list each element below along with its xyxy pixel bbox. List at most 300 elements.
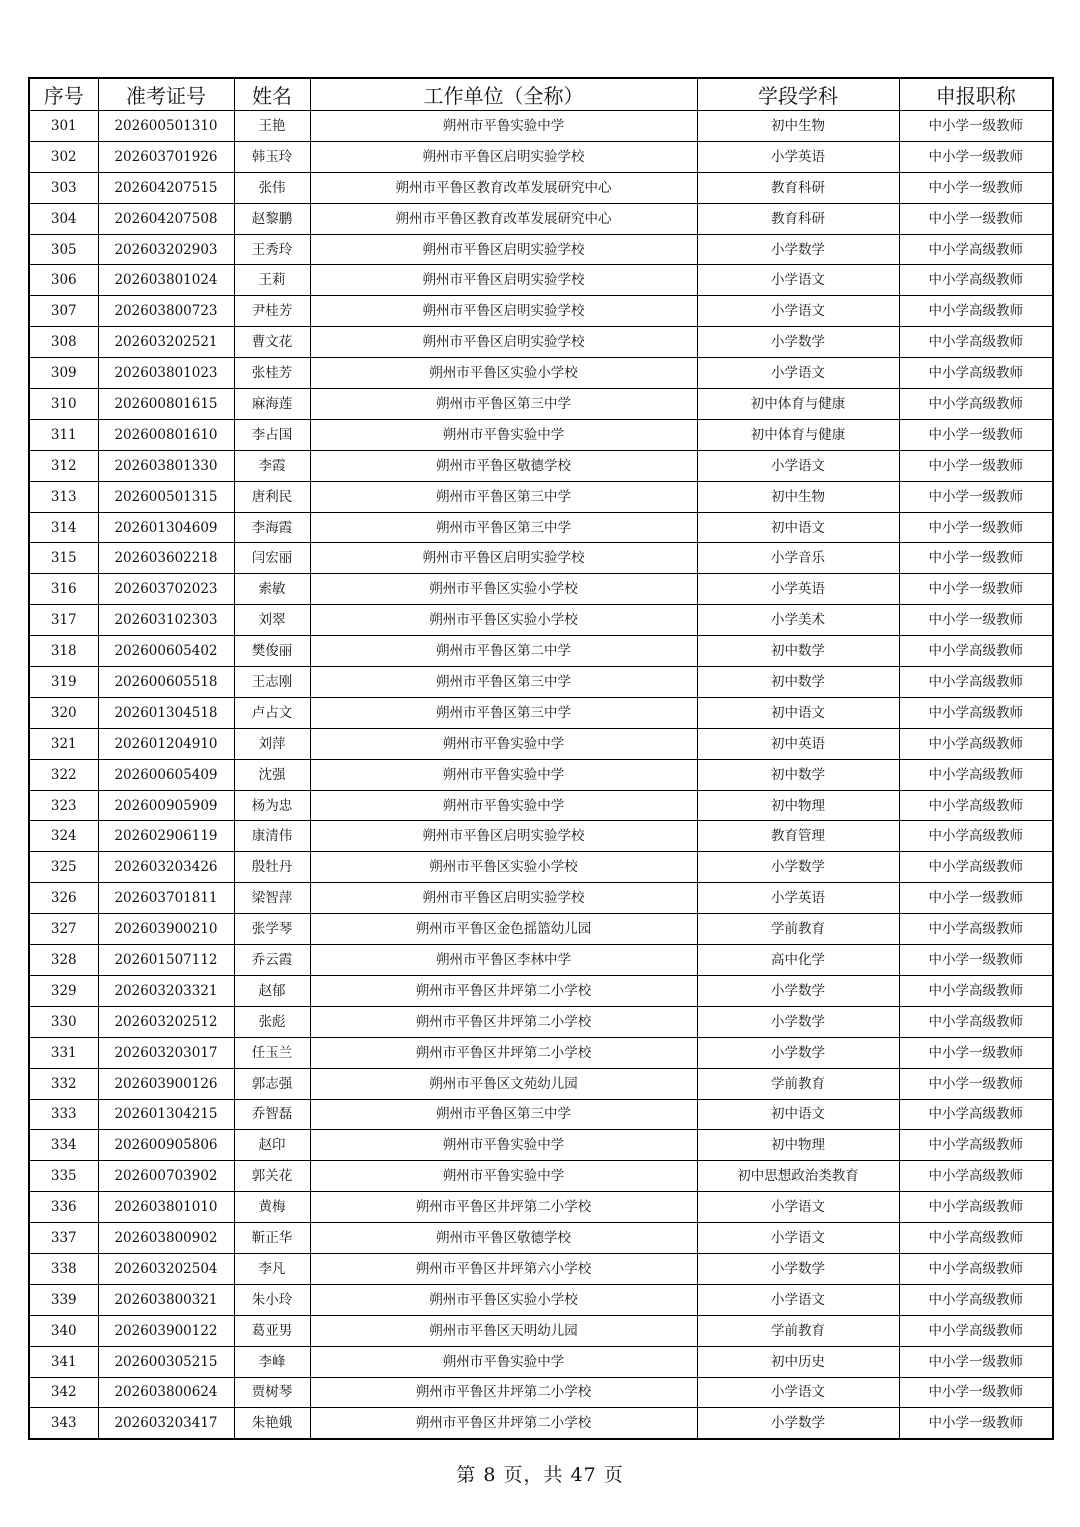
cell-employer: 朔州市平鲁区第三中学 xyxy=(310,481,697,512)
header-row xyxy=(29,78,1053,111)
cell-title: 中小学高级教师 xyxy=(899,1253,1053,1284)
cell-title: 中小学一级教师 xyxy=(899,1037,1053,1068)
cell-title: 中小学一级教师 xyxy=(899,574,1053,605)
cell-employer: 朔州市平鲁区文苑幼儿园 xyxy=(310,1068,697,1099)
cell-title: 中小学高级教师 xyxy=(899,327,1053,358)
table-row xyxy=(29,1346,1053,1377)
cell-index: 332 xyxy=(29,1068,98,1099)
table-row xyxy=(29,141,1053,172)
cell-index: 308 xyxy=(29,327,98,358)
cell-exam-number: 202604207515 xyxy=(98,172,234,203)
cell-title: 中小学一级教师 xyxy=(899,512,1053,543)
cell-name: 索敏 xyxy=(234,574,310,605)
cell-employer: 朔州市平鲁区井坪第二小学校 xyxy=(310,1006,697,1037)
cell-subject: 小学语文 xyxy=(697,296,899,327)
cell-exam-number: 202603801023 xyxy=(98,358,234,389)
cell-exam-number: 202603900122 xyxy=(98,1315,234,1346)
table-row xyxy=(29,574,1053,605)
cell-title: 中小学高级教师 xyxy=(899,296,1053,327)
cell-title: 中小学高级教师 xyxy=(899,821,1053,852)
cell-index: 323 xyxy=(29,790,98,821)
cell-name: 卢占文 xyxy=(234,697,310,728)
table-row xyxy=(29,327,1053,358)
cell-subject: 初中体育与健康 xyxy=(697,389,899,420)
cell-employer: 朔州市平鲁区启明实验学校 xyxy=(310,141,697,172)
cell-subject: 学前教育 xyxy=(697,1068,899,1099)
table-row xyxy=(29,1408,1053,1439)
cell-title: 中小学一级教师 xyxy=(899,883,1053,914)
cell-name: 郭志强 xyxy=(234,1068,310,1099)
cell-title: 中小学高级教师 xyxy=(899,1223,1053,1254)
cell-employer: 朔州市平鲁区启明实验学校 xyxy=(310,543,697,574)
cell-exam-number: 202602906119 xyxy=(98,821,234,852)
cell-title: 中小学高级教师 xyxy=(899,636,1053,667)
cell-subject: 小学音乐 xyxy=(697,543,899,574)
cell-subject: 小学数学 xyxy=(697,234,899,265)
cell-employer: 朔州市平鲁区天明幼儿园 xyxy=(310,1315,697,1346)
cell-subject: 小学数学 xyxy=(697,1006,899,1037)
page-footer: 第 8 页，共 47 页 xyxy=(456,1464,624,1486)
cell-title: 中小学高级教师 xyxy=(899,759,1053,790)
cell-name: 任玉兰 xyxy=(234,1037,310,1068)
cell-employer: 朔州市平鲁区金色摇篮幼儿园 xyxy=(310,914,697,945)
cell-name: 沈强 xyxy=(234,759,310,790)
table-row xyxy=(29,234,1053,265)
cell-name: 赵郁 xyxy=(234,975,310,1006)
cell-name: 刘萍 xyxy=(234,728,310,759)
cell-name: 曹文花 xyxy=(234,327,310,358)
cell-subject: 初中数学 xyxy=(697,759,899,790)
cell-name: 张学琴 xyxy=(234,914,310,945)
cell-index: 319 xyxy=(29,667,98,698)
table-row xyxy=(29,1192,1053,1223)
cell-subject: 小学语文 xyxy=(697,1377,899,1408)
cell-name: 张彪 xyxy=(234,1006,310,1037)
cell-exam-number: 202603801330 xyxy=(98,450,234,481)
cell-exam-number: 202603801024 xyxy=(98,265,234,296)
cell-title: 中小学高级教师 xyxy=(899,1192,1053,1223)
cell-index: 307 xyxy=(29,296,98,327)
cell-employer: 朔州市平鲁区启明实验学校 xyxy=(310,265,697,296)
cell-exam-number: 202603801010 xyxy=(98,1192,234,1223)
table-row xyxy=(29,1068,1053,1099)
cell-title: 中小学高级教师 xyxy=(899,234,1053,265)
cell-employer: 朔州市平鲁区启明实验学校 xyxy=(310,821,697,852)
table-row xyxy=(29,1253,1053,1284)
cell-index: 320 xyxy=(29,697,98,728)
table-body xyxy=(29,111,1053,1440)
cell-subject: 小学数学 xyxy=(697,1037,899,1068)
cell-employer: 朔州市平鲁区实验小学校 xyxy=(310,1284,697,1315)
cell-employer: 朔州市平鲁区第二中学 xyxy=(310,636,697,667)
cell-employer: 朔州市平鲁区教育改革发展研究中心 xyxy=(310,172,697,203)
cell-subject: 初中数学 xyxy=(697,636,899,667)
cell-title: 中小学一级教师 xyxy=(899,543,1053,574)
cell-index: 333 xyxy=(29,1099,98,1130)
cell-name: 樊俊丽 xyxy=(234,636,310,667)
cell-exam-number: 202603602218 xyxy=(98,543,234,574)
table-row xyxy=(29,728,1053,759)
table-row xyxy=(29,605,1053,636)
column-header-subject: 学段学科 xyxy=(697,78,899,111)
cell-title: 中小学高级教师 xyxy=(899,667,1053,698)
cell-employer: 朔州市平鲁区实验小学校 xyxy=(310,852,697,883)
cell-index: 325 xyxy=(29,852,98,883)
table-row xyxy=(29,1037,1053,1068)
cell-subject: 小学语文 xyxy=(697,1284,899,1315)
cell-name: 李霞 xyxy=(234,450,310,481)
cell-employer: 朔州市平鲁区启明实验学校 xyxy=(310,296,697,327)
cell-subject: 教育科研 xyxy=(697,203,899,234)
table-row xyxy=(29,203,1053,234)
cell-name: 李凡 xyxy=(234,1253,310,1284)
cell-employer: 朔州市平鲁实验中学 xyxy=(310,759,697,790)
cell-index: 340 xyxy=(29,1315,98,1346)
cell-subject: 初中物理 xyxy=(697,1130,899,1161)
cell-subject: 小学美术 xyxy=(697,605,899,636)
table-header xyxy=(29,78,1053,111)
cell-exam-number: 202603800321 xyxy=(98,1284,234,1315)
cell-subject: 初中历史 xyxy=(697,1346,899,1377)
cell-exam-number: 202600905806 xyxy=(98,1130,234,1161)
table-row xyxy=(29,821,1053,852)
cell-name: 闫宏丽 xyxy=(234,543,310,574)
table-row xyxy=(29,111,1053,142)
cell-title: 中小学一级教师 xyxy=(899,481,1053,512)
table-row xyxy=(29,1315,1053,1346)
cell-subject: 小学语文 xyxy=(697,450,899,481)
cell-name: 赵印 xyxy=(234,1130,310,1161)
cell-name: 李海霞 xyxy=(234,512,310,543)
table-row xyxy=(29,945,1053,976)
cell-index: 338 xyxy=(29,1253,98,1284)
cell-exam-number: 202601304609 xyxy=(98,512,234,543)
cell-index: 316 xyxy=(29,574,98,605)
cell-exam-number: 202600501310 xyxy=(98,111,234,142)
cell-employer: 朔州市平鲁区井坪第二小学校 xyxy=(310,1377,697,1408)
cell-name: 杨为忠 xyxy=(234,790,310,821)
cell-name: 康清伟 xyxy=(234,821,310,852)
cell-index: 303 xyxy=(29,172,98,203)
cell-name: 郭关花 xyxy=(234,1161,310,1192)
cell-name: 王秀玲 xyxy=(234,234,310,265)
cell-name: 李峰 xyxy=(234,1346,310,1377)
table-row xyxy=(29,481,1053,512)
cell-employer: 朔州市平鲁实验中学 xyxy=(310,419,697,450)
table-row xyxy=(29,975,1053,1006)
cell-title: 中小学一级教师 xyxy=(899,945,1053,976)
cell-index: 314 xyxy=(29,512,98,543)
cell-exam-number: 202603202504 xyxy=(98,1253,234,1284)
cell-subject: 小学语文 xyxy=(697,1223,899,1254)
cell-index: 313 xyxy=(29,481,98,512)
cell-exam-number: 202601304518 xyxy=(98,697,234,728)
cell-subject: 高中化学 xyxy=(697,945,899,976)
cell-name: 韩玉玲 xyxy=(234,141,310,172)
cell-index: 306 xyxy=(29,265,98,296)
cell-exam-number: 202603202903 xyxy=(98,234,234,265)
table-row xyxy=(29,697,1053,728)
cell-employer: 朔州市平鲁区第三中学 xyxy=(310,697,697,728)
cell-employer: 朔州市平鲁区实验小学校 xyxy=(310,358,697,389)
table-row xyxy=(29,419,1053,450)
cell-subject: 小学英语 xyxy=(697,574,899,605)
cell-exam-number: 202600605518 xyxy=(98,667,234,698)
cell-name: 朱艳娥 xyxy=(234,1408,310,1439)
column-header-employer: 工作单位（全称） xyxy=(310,78,697,111)
cell-employer: 朔州市平鲁区第三中学 xyxy=(310,667,697,698)
cell-exam-number: 202601507112 xyxy=(98,945,234,976)
cell-exam-number: 202603800902 xyxy=(98,1223,234,1254)
cell-name: 靳正华 xyxy=(234,1223,310,1254)
cell-name: 王志刚 xyxy=(234,667,310,698)
cell-subject: 学前教育 xyxy=(697,914,899,945)
cell-title: 中小学一级教师 xyxy=(899,1377,1053,1408)
column-header-exam-number: 准考证号 xyxy=(98,78,234,111)
cell-index: 305 xyxy=(29,234,98,265)
cell-index: 324 xyxy=(29,821,98,852)
cell-index: 336 xyxy=(29,1192,98,1223)
cell-employer: 朔州市平鲁区实验小学校 xyxy=(310,574,697,605)
cell-subject: 小学英语 xyxy=(697,883,899,914)
table-row xyxy=(29,265,1053,296)
cell-title: 中小学一级教师 xyxy=(899,450,1053,481)
table-row xyxy=(29,1161,1053,1192)
table-row xyxy=(29,759,1053,790)
cell-subject: 小学语文 xyxy=(697,265,899,296)
column-header-title: 申报职称 xyxy=(899,78,1053,111)
table-row xyxy=(29,1130,1053,1161)
cell-index: 328 xyxy=(29,945,98,976)
cell-exam-number: 202600605409 xyxy=(98,759,234,790)
cell-title: 中小学高级教师 xyxy=(899,852,1053,883)
cell-employer: 朔州市平鲁区井坪第二小学校 xyxy=(310,1408,697,1439)
cell-employer: 朔州市平鲁实验中学 xyxy=(310,728,697,759)
cell-title: 中小学高级教师 xyxy=(899,358,1053,389)
cell-exam-number: 202604207508 xyxy=(98,203,234,234)
cell-employer: 朔州市平鲁实验中学 xyxy=(310,1346,697,1377)
table-row xyxy=(29,883,1053,914)
cell-subject: 初中生物 xyxy=(697,111,899,142)
cell-index: 310 xyxy=(29,389,98,420)
cell-index: 341 xyxy=(29,1346,98,1377)
cell-subject: 小学语文 xyxy=(697,358,899,389)
cell-index: 301 xyxy=(29,111,98,142)
cell-exam-number: 202603702023 xyxy=(98,574,234,605)
cell-employer: 朔州市平鲁区实验小学校 xyxy=(310,605,697,636)
cell-employer: 朔州市平鲁区李林中学 xyxy=(310,945,697,976)
cell-index: 327 xyxy=(29,914,98,945)
cell-exam-number: 202600703902 xyxy=(98,1161,234,1192)
column-header-index: 序号 xyxy=(29,78,98,111)
cell-name: 赵黎鹏 xyxy=(234,203,310,234)
table-row xyxy=(29,1223,1053,1254)
cell-exam-number: 202601204910 xyxy=(98,728,234,759)
cell-name: 朱小玲 xyxy=(234,1284,310,1315)
cell-title: 中小学高级教师 xyxy=(899,1099,1053,1130)
cell-title: 中小学一级教师 xyxy=(899,203,1053,234)
cell-exam-number: 202603202512 xyxy=(98,1006,234,1037)
cell-name: 黄梅 xyxy=(234,1192,310,1223)
cell-exam-number: 202600905909 xyxy=(98,790,234,821)
cell-title: 中小学高级教师 xyxy=(899,728,1053,759)
table-row xyxy=(29,450,1053,481)
cell-exam-number: 202603203017 xyxy=(98,1037,234,1068)
cell-employer: 朔州市平鲁区第三中学 xyxy=(310,1099,697,1130)
cell-name: 葛亚男 xyxy=(234,1315,310,1346)
cell-subject: 初中英语 xyxy=(697,728,899,759)
cell-index: 318 xyxy=(29,636,98,667)
table-row xyxy=(29,543,1053,574)
cell-exam-number: 202600305215 xyxy=(98,1346,234,1377)
table-row xyxy=(29,914,1053,945)
cell-subject: 学前教育 xyxy=(697,1315,899,1346)
cell-index: 334 xyxy=(29,1130,98,1161)
table-row xyxy=(29,852,1053,883)
cell-subject: 初中语文 xyxy=(697,512,899,543)
cell-index: 326 xyxy=(29,883,98,914)
cell-title: 中小学高级教师 xyxy=(899,914,1053,945)
cell-name: 麻海莲 xyxy=(234,389,310,420)
cell-employer: 朔州市平鲁区启明实验学校 xyxy=(310,883,697,914)
table-row xyxy=(29,389,1053,420)
cell-exam-number: 202603102303 xyxy=(98,605,234,636)
cell-title: 中小学高级教师 xyxy=(899,1130,1053,1161)
cell-title: 中小学一级教师 xyxy=(899,1068,1053,1099)
cell-title: 中小学高级教师 xyxy=(899,790,1053,821)
cell-employer: 朔州市平鲁区井坪第六小学校 xyxy=(310,1253,697,1284)
cell-employer: 朔州市平鲁区启明实验学校 xyxy=(310,327,697,358)
cell-index: 315 xyxy=(29,543,98,574)
cell-name: 尹桂芳 xyxy=(234,296,310,327)
cell-title: 中小学一级教师 xyxy=(899,141,1053,172)
cell-title: 中小学一级教师 xyxy=(899,1346,1053,1377)
cell-index: 311 xyxy=(29,419,98,450)
cell-exam-number: 202603800723 xyxy=(98,296,234,327)
cell-title: 中小学高级教师 xyxy=(899,975,1053,1006)
cell-index: 312 xyxy=(29,450,98,481)
table-row xyxy=(29,1099,1053,1130)
cell-exam-number: 202601304215 xyxy=(98,1099,234,1130)
cell-exam-number: 202603203321 xyxy=(98,975,234,1006)
cell-subject: 初中语文 xyxy=(697,697,899,728)
cell-exam-number: 202600605402 xyxy=(98,636,234,667)
cell-name: 殷牡丹 xyxy=(234,852,310,883)
table-row xyxy=(29,1006,1053,1037)
cell-subject: 初中语文 xyxy=(697,1099,899,1130)
cell-index: 317 xyxy=(29,605,98,636)
table-row xyxy=(29,667,1053,698)
cell-title: 中小学一级教师 xyxy=(899,172,1053,203)
cell-name: 乔云霞 xyxy=(234,945,310,976)
cell-employer: 朔州市平鲁实验中学 xyxy=(310,1130,697,1161)
table-row xyxy=(29,1377,1053,1408)
cell-subject: 小学英语 xyxy=(697,141,899,172)
cell-name: 刘翠 xyxy=(234,605,310,636)
cell-subject: 初中物理 xyxy=(697,790,899,821)
cell-title: 中小学高级教师 xyxy=(899,1161,1053,1192)
cell-name: 贾树琴 xyxy=(234,1377,310,1408)
cell-subject: 教育科研 xyxy=(697,172,899,203)
cell-title: 中小学一级教师 xyxy=(899,419,1053,450)
cell-index: 342 xyxy=(29,1377,98,1408)
cell-exam-number: 202600501315 xyxy=(98,481,234,512)
cell-subject: 初中生物 xyxy=(697,481,899,512)
table-row xyxy=(29,636,1053,667)
table-row xyxy=(29,358,1053,389)
cell-subject: 小学数学 xyxy=(697,975,899,1006)
cell-title: 中小学高级教师 xyxy=(899,389,1053,420)
cell-title: 中小学一级教师 xyxy=(899,111,1053,142)
table-row xyxy=(29,172,1053,203)
cell-employer: 朔州市平鲁区第三中学 xyxy=(310,512,697,543)
cell-index: 304 xyxy=(29,203,98,234)
cell-employer: 朔州市平鲁区井坪第二小学校 xyxy=(310,975,697,1006)
cell-index: 302 xyxy=(29,141,98,172)
cell-name: 李占国 xyxy=(234,419,310,450)
cell-title: 中小学高级教师 xyxy=(899,265,1053,296)
cell-exam-number: 202600801610 xyxy=(98,419,234,450)
roster-table xyxy=(28,77,1054,1440)
cell-subject: 教育管理 xyxy=(697,821,899,852)
cell-exam-number: 202600801615 xyxy=(98,389,234,420)
table-row xyxy=(29,296,1053,327)
cell-index: 335 xyxy=(29,1161,98,1192)
cell-name: 梁智萍 xyxy=(234,883,310,914)
cell-employer: 朔州市平鲁区启明实验学校 xyxy=(310,234,697,265)
cell-index: 321 xyxy=(29,728,98,759)
cell-name: 唐利民 xyxy=(234,481,310,512)
cell-subject: 小学数学 xyxy=(697,1253,899,1284)
cell-employer: 朔州市平鲁实验中学 xyxy=(310,790,697,821)
cell-employer: 朔州市平鲁区井坪第二小学校 xyxy=(310,1192,697,1223)
cell-employer: 朔州市平鲁区敬德学校 xyxy=(310,450,697,481)
cell-subject: 初中体育与健康 xyxy=(697,419,899,450)
cell-employer: 朔州市平鲁实验中学 xyxy=(310,111,697,142)
cell-exam-number: 202603900126 xyxy=(98,1068,234,1099)
cell-index: 330 xyxy=(29,1006,98,1037)
cell-subject: 小学语文 xyxy=(697,1192,899,1223)
cell-title: 中小学一级教师 xyxy=(899,1408,1053,1439)
cell-title: 中小学高级教师 xyxy=(899,697,1053,728)
table-row xyxy=(29,1284,1053,1315)
table-row xyxy=(29,512,1053,543)
column-header-name: 姓名 xyxy=(234,78,310,111)
cell-subject: 小学数学 xyxy=(697,852,899,883)
cell-title: 中小学高级教师 xyxy=(899,1284,1053,1315)
cell-employer: 朔州市平鲁区第三中学 xyxy=(310,389,697,420)
cell-exam-number: 202603701811 xyxy=(98,883,234,914)
cell-index: 331 xyxy=(29,1037,98,1068)
cell-employer: 朔州市平鲁区教育改革发展研究中心 xyxy=(310,203,697,234)
cell-employer: 朔州市平鲁区敬德学校 xyxy=(310,1223,697,1254)
cell-name: 王莉 xyxy=(234,265,310,296)
cell-exam-number: 202603800624 xyxy=(98,1377,234,1408)
cell-index: 322 xyxy=(29,759,98,790)
cell-subject: 初中数学 xyxy=(697,667,899,698)
cell-name: 乔智磊 xyxy=(234,1099,310,1130)
cell-title: 中小学高级教师 xyxy=(899,1315,1053,1346)
cell-subject: 初中思想政治类教育 xyxy=(697,1161,899,1192)
cell-exam-number: 202603203426 xyxy=(98,852,234,883)
cell-index: 337 xyxy=(29,1223,98,1254)
cell-employer: 朔州市平鲁实验中学 xyxy=(310,1161,697,1192)
cell-index: 339 xyxy=(29,1284,98,1315)
cell-index: 329 xyxy=(29,975,98,1006)
cell-subject: 小学数学 xyxy=(697,327,899,358)
cell-employer: 朔州市平鲁区井坪第二小学校 xyxy=(310,1037,697,1068)
cell-name: 王艳 xyxy=(234,111,310,142)
